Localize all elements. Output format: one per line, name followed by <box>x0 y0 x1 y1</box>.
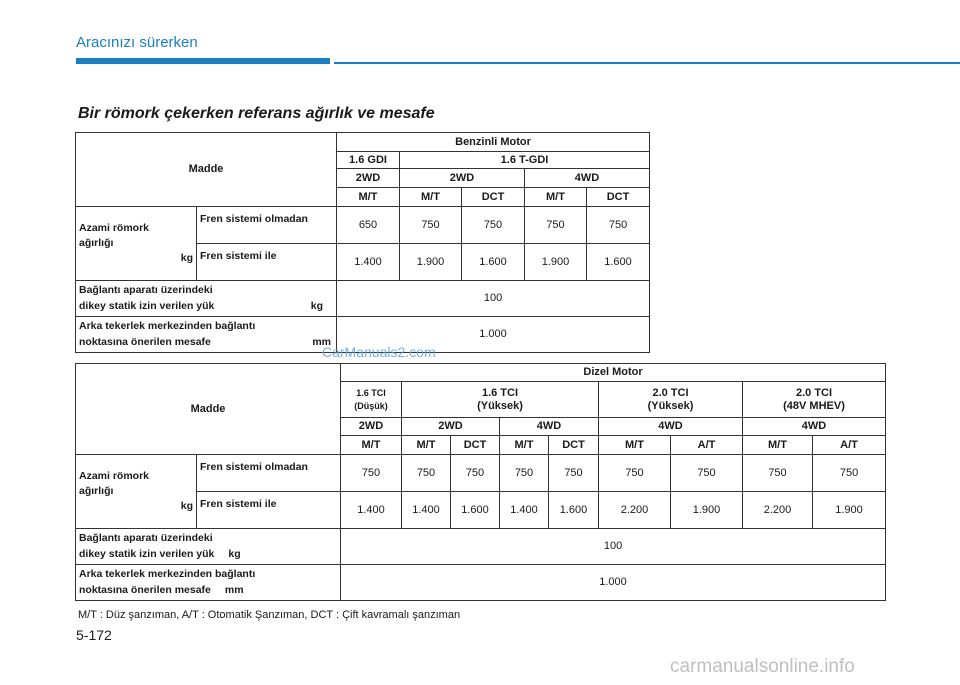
transmission-header: M/T <box>400 188 462 207</box>
value-cell: 750 <box>500 455 549 492</box>
with-brake-label: Fren sistemi ile <box>197 492 341 529</box>
drive-header: 4WD <box>525 169 650 188</box>
value-cell: 1.400 <box>337 244 400 281</box>
unit-label: kg <box>180 252 193 264</box>
drive-header: 4WD <box>599 418 743 436</box>
value-cell: 1.900 <box>671 492 743 529</box>
value-cell: 1.400 <box>341 492 402 529</box>
value-cell: 1.600 <box>462 244 525 281</box>
drive-header: 2WD <box>341 418 402 436</box>
engine-header: 1.6 TCI (Yüksek) <box>402 382 599 418</box>
engine-type-header: Dizel Motor <box>341 364 886 382</box>
drive-header: 2WD <box>337 169 400 188</box>
transmission-header: DCT <box>549 436 599 455</box>
value-cell: 750 <box>462 207 525 244</box>
hitch-load-label: Bağlantı aparatı üzerindeki dikey statik izin verilen yük kg <box>76 281 337 317</box>
value-cell: 750 <box>587 207 650 244</box>
value-cell: 1.600 <box>549 492 599 529</box>
transmission-footnote: M/T : Düz şanzıman, A/T : Otomatik Şanzıman, DCT : Çift kavramalı şanzıman <box>78 609 461 621</box>
value-cell: 750 <box>402 455 451 492</box>
hitch-load-label: Bağlantı aparatı üzerindeki dikey statik izin verilen yük kg <box>76 529 341 565</box>
engine-header: 2.0 TCI (Yüksek) <box>599 382 743 418</box>
value-cell: 1.900 <box>813 492 886 529</box>
without-brake-label: Fren sistemi olmadan <box>197 455 341 492</box>
value-cell: 1.600 <box>587 244 650 281</box>
watermark-top: CarManuals2.com <box>322 344 436 360</box>
page-heading: Bir römork çekerken referans ağırlık ve mesafe <box>78 105 435 122</box>
drive-header: 2WD <box>400 169 525 188</box>
transmission-header: M/T <box>337 188 400 207</box>
value-cell: 750 <box>400 207 462 244</box>
distance-value: 1.000 <box>337 317 650 353</box>
value-cell: 750 <box>671 455 743 492</box>
drive-header: 4WD <box>500 418 599 436</box>
engine-header: 2.0 TCI (48V MHEV) <box>743 382 886 418</box>
watermark-bottom: carmanualsonline.info <box>670 656 855 677</box>
value-cell: 750 <box>813 455 886 492</box>
engine-header: 1.6 T-GDI <box>400 152 650 169</box>
max-trailer-weight-label: Azami römork ağırlığı kg <box>76 455 197 529</box>
value-cell: 750 <box>549 455 599 492</box>
unit-label: kg <box>310 299 323 312</box>
engine-header: 1.6 GDI <box>337 152 400 169</box>
transmission-header: A/T <box>813 436 886 455</box>
transmission-header: M/T <box>402 436 451 455</box>
distance-label: Arka tekerlek merkezinden bağlantı noktasına önerilen mesafe mm <box>76 565 341 601</box>
transmission-header: DCT <box>462 188 525 207</box>
with-brake-label: Fren sistemi ile <box>197 244 337 281</box>
transmission-header: M/T <box>599 436 671 455</box>
value-cell: 1.400 <box>402 492 451 529</box>
value-cell: 1.400 <box>500 492 549 529</box>
unit-label: kg <box>228 547 241 560</box>
header-rule-thick <box>76 58 330 64</box>
drive-header: 2WD <box>402 418 500 436</box>
drive-header: 4WD <box>743 418 886 436</box>
madde-header: Madde <box>76 133 337 207</box>
value-cell: 1.900 <box>525 244 587 281</box>
value-cell: 2.200 <box>599 492 671 529</box>
transmission-header: M/T <box>341 436 402 455</box>
value-cell: 1.600 <box>451 492 500 529</box>
hitch-load-value: 100 <box>337 281 650 317</box>
engine-type-header: Benzinli Motor <box>337 133 650 152</box>
header-rule-thin <box>334 62 960 64</box>
value-cell: 750 <box>599 455 671 492</box>
transmission-header: M/T <box>743 436 813 455</box>
transmission-header: DCT <box>451 436 500 455</box>
value-cell: 650 <box>337 207 400 244</box>
diesel-spec-table <box>75 363 886 601</box>
transmission-header: M/T <box>500 436 549 455</box>
value-cell: 1.900 <box>400 244 462 281</box>
value-cell: 2.200 <box>743 492 813 529</box>
without-brake-label: Fren sistemi olmadan <box>197 207 337 244</box>
transmission-header: A/T <box>671 436 743 455</box>
madde-header: Madde <box>76 364 341 455</box>
unit-label: mm <box>312 335 331 348</box>
hitch-load-value: 100 <box>341 529 886 565</box>
max-trailer-weight-label: Azami römork ağırlığı kg <box>76 207 197 281</box>
distance-label: Arka tekerlek merkezinden bağlantı noktasına önerilen mesafe mm <box>76 317 337 353</box>
petrol-spec-table <box>75 132 650 353</box>
transmission-header: DCT <box>587 188 650 207</box>
unit-label: kg <box>180 500 193 512</box>
section-title: Aracınızı sürerken <box>76 34 198 51</box>
value-cell: 750 <box>451 455 500 492</box>
value-cell: 750 <box>525 207 587 244</box>
engine-header: 1.6 TCI (Düşük) <box>341 382 402 418</box>
page-number: 5-172 <box>76 627 112 643</box>
distance-value: 1.000 <box>341 565 886 601</box>
unit-label: mm <box>224 583 244 596</box>
value-cell: 750 <box>341 455 402 492</box>
value-cell: 750 <box>743 455 813 492</box>
transmission-header: M/T <box>525 188 587 207</box>
